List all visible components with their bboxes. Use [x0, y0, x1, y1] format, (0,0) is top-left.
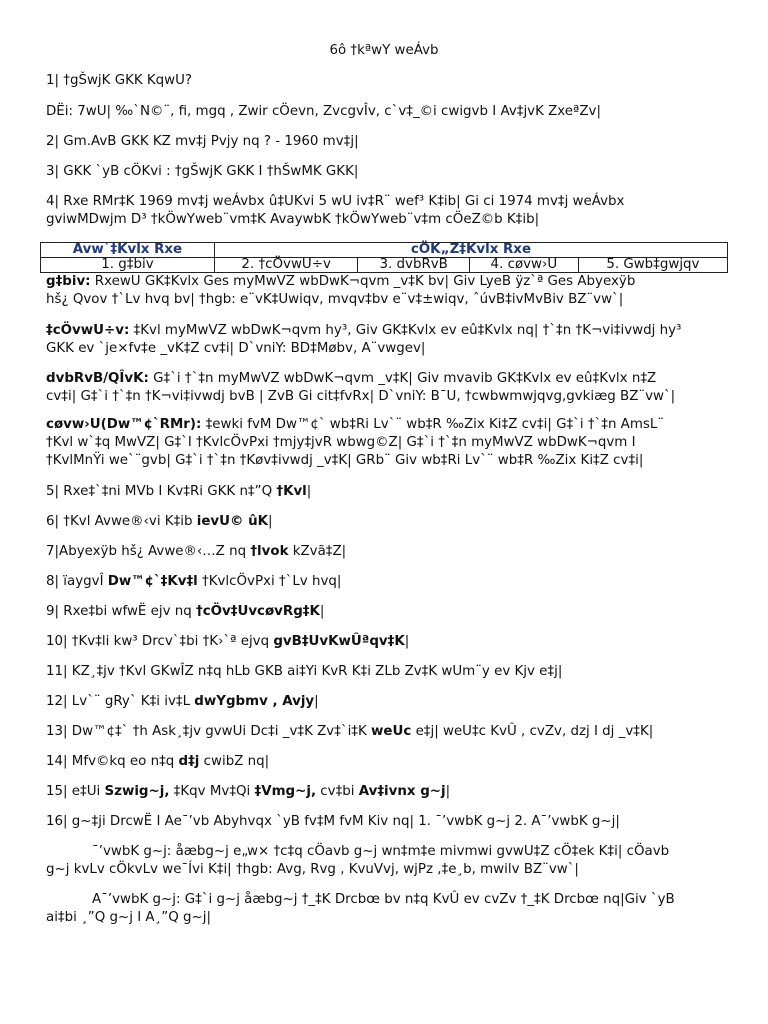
definition-fungi-label: dvbRvB/QÎvK: [46, 371, 149, 386]
organism-types-table [40, 242, 728, 273]
question-4 [46, 193, 732, 229]
question-1: 1| †gŠwjK GKK KqwU? [46, 73, 193, 88]
definition-protista: ‡cÖvwU÷v: ‡Kvl myMwVZ wbDwK¬qvm hy³, Giv GK‡Kvlx ev eû‡Kvlx nq| †`‡n †K¬vi‡ivwdj hy³ GKK ev `je×fv‡e _vK‡Z cv‡i| D`vniY: BD‡Møbv, A¨vwgev| [46, 323, 682, 356]
question-13: 13| Dw™¢‡` †h Ask¸‡jv gvwUi Dc‡i _v‡K Zv‡`i‡K weUc e‡j| weU‡c KvÛ , cvZv, dzj I dj _v‡K| [46, 724, 654, 739]
definition-plantae: cøvw›U(Dw™¢`RMr): ‡ewki fvM Dw™¢` wb‡Ri Lv`¨ wb‡R ‰Zix Ki‡Z cv‡i| G‡`i †`‡n AmsL¨ †Kvl w`‡q MwVZ| G‡`I †KvlcÖvPxi †mjy‡jvR wbwg©Z| G‡`i †`‡n myMwVZ wbDwK¬qvm I †KvlMnŸi we`¨gvb| G‡`i †`‡n †Køv‡ivwdj _v‡K| GRb¨ Giv wb‡Ri Lv`¨ wb‡R ‰Zix Ki‡Z cv‡i| [46, 417, 665, 468]
definition-monera-label: g‡biv: [46, 274, 91, 289]
question-14: 14| Mfv©kq eo n‡q d‡j cwibZ nq| [46, 754, 270, 769]
question-16-tap-root: ¯’vwbK g~j: åæbg~j e„w× †c‡q cÖavb g~j wn‡m‡e mivmwi gvwU‡Z cÖ‡ek K‡i| cÖavb g~j kvLv cÖkvLv weˉÍvi K‡i| †hgb: Avg, Rvg , KvuVvj, wjPz ,‡e¸b, mwilv BZ¨vw`| [46, 844, 670, 877]
table-cell-protista: 2. †cÖvwU÷v [214, 258, 358, 273]
question-10: 10| †Kv‡li kw³ Drcv`‡bi †K›`ª ejvq gvB‡UvKwÛªqv‡K| [46, 634, 410, 649]
question-12: 12| Lv`¨ gRy` K‡i iv‡L dwYgbmv , Avjy| [46, 694, 319, 709]
question-2: 2| Gm.AvB GKK KZ mv‡j Pvjy nq ? - 1960 mv‡j| [46, 134, 359, 149]
table-header-eukaryote: cÖK„Z‡Kvlx Rxe [214, 243, 727, 258]
definition-fungi: dvbRvB/QÎvK: G‡`i †`‡n myMwVZ wbDwK¬qvm _v‡K| Giv mvavib GK‡Kvlx ev eû‡Kvlx n‡Z cv‡i| G‡`i †`‡n †K¬vi‡ivwdj bvB | ZvB Gi cit‡fvRx| D`vniY: B¯U, †cwbwmwjqvg,gvkiæg BZ¨vw`| [46, 371, 676, 404]
table-cell-fungi: 3. dvbRvB [358, 258, 470, 273]
question-3: 3| GKK `yB cÖKvi : †gŠwjK GKK I †hŠwMK GKK| [46, 164, 359, 179]
question-15: 15| e‡Ui Szwig~j, ‡Kqv Mv‡Qi ‡Vmg~j, cv‡bi Av‡ivnx g~j| [46, 784, 451, 799]
question-8: 8| ïaygvÎ Dw™¢`‡Kv‡l †KvlcÖvPxi †`Lv hvq| [46, 574, 342, 589]
table-row [41, 258, 728, 273]
question-11: 11| KZ¸‡jv †Kvl GKwÎZ n‡q hLb GKB ai‡Yi KvR K‡i ZLb Zv‡K wUm¨y ev Kjv e‡j| [46, 664, 563, 679]
table-header-prokaryote: Avw`‡Kvlx Rxe [41, 243, 215, 258]
definition-plantae-label: cøvw›U(Dw™¢`RMr): [46, 417, 202, 432]
table-header-row [41, 243, 728, 258]
table-cell-animalia: 5. Gwb‡gwjqv [578, 258, 727, 273]
question-16: 16| g~‡ji DrcwË I Ae¯’vb Abyhvqx `yB fv‡M fvM Kiv nq| 1. ¯’vwbK g~j 2. A¯’vwbK g~j| [46, 814, 620, 829]
question-5: 5| Rxe‡`‡ni MVb I Kv‡Ri GKK n‡”Q †Kvl| [46, 484, 312, 499]
question-9: 9| Rxe‡bi wfwË ejv nq †cÖv‡UvcøvRg‡K| [46, 604, 325, 619]
question-16-adventitious-root: A¯’vwbK g~j: G‡`i g~j åæbg~j †_‡K Drcbœ bv n‡q KvÛ ev cvZv †_‡K Drcbœ nq|Giv `yB ai‡bi ¸”Q g~j I A¸”Q g~j| [46, 892, 675, 925]
question-7: 7|Abyexÿb hš¿ Avwe®‹…Z nq †lvok kZvã‡Z| [46, 544, 347, 559]
answer-1: DËi: 7wU| ‰`N©¨, fi, mgq , Zwir cÖevn, ZvcgvÎv, c`v‡_©i cwigvb I Av‡jvK ZxeªZv| [46, 104, 601, 119]
table-cell-plantae: 4. cøvw›U [469, 258, 578, 273]
page-title: 6ô †kªwY weÁvb [329, 43, 439, 58]
definition-monera: g‡biv: RxewU GK‡Kvlx Ges myMwVZ wbDwK¬qvm _v‡K bv| Giv LyeB ÿz`ª Ges Abyexÿb hš¿ Qvov †`Lv hvq bv| †hgb: e¨vK‡Uwiqv, mvqv‡bv e¨v‡±wiqv, ˆúvB‡ivMvBiv BZ¨vw`| [46, 274, 636, 307]
table-cell-monera: 1. g‡biv [41, 258, 215, 273]
definition-protista-label: ‡cÖvwU÷v: [46, 323, 130, 338]
question-6: 6| †Kvl Avwe®‹vi K‡ib ievU© ûK| [46, 514, 273, 529]
question-4-line-2: gviwMDwjm D³ †kÖwYweb¨vm‡K AvaywbK †kÖwYweb¨v‡m cÖeZ©b K‡ib| [46, 212, 540, 227]
question-4-line-1: 4| Rxe RMr‡K 1969 mv‡j weÁvbx û‡UKvi 5 wU iv‡R¨ wef³ K‡ib| Gi ci 1974 mv‡j weÁvbx [46, 194, 625, 209]
